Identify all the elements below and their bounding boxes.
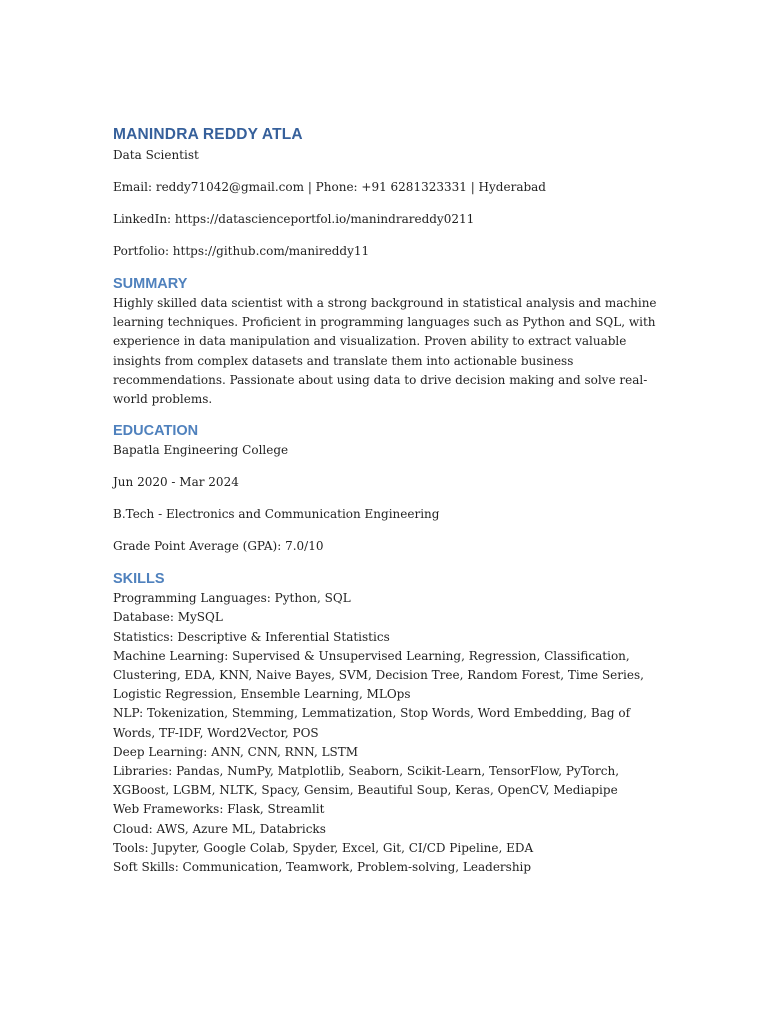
education-college: Bapatla Engineering College: [113, 443, 289, 458]
summary-heading: SUMMARY: [113, 276, 188, 292]
summary-text: Highly skilled data scientist with a strong background in statistical analysis and machine learning techniques. Proficient in programming languages such as Python and SQL, with experience in data manipulation and visualization. Proven ability to extract valuable insights from complex datasets and translate them into actionable business recommendations. Passionate about using data to drive decision making and solve real-world problems.: [113, 296, 657, 407]
skill-item: Web Frameworks: Flask, Streamlit: [113, 802, 325, 817]
candidate-name: MANINDRA REDDY ATLA: [113, 126, 303, 143]
skill-item: Statistics: Descriptive & Inferential Statistics: [113, 629, 390, 644]
skill-item: Deep Learning: ANN, CNN, RNN, LSTM: [113, 744, 359, 759]
job-title: Data Scientist: [113, 148, 199, 162]
skills-list: [113, 589, 663, 877]
portfolio-line: Portfolio: https://github.com/manireddy11: [113, 244, 370, 258]
skill-item: Cloud: AWS, Azure ML, Databricks: [113, 821, 326, 836]
education-degree: B.Tech - Electronics and Communication Engineering: [113, 507, 440, 522]
linkedin-line: LinkedIn: https://datascienceportfol.io/manindrareddy0211: [113, 212, 475, 226]
education-gpa: Grade Point Average (GPA): 7.0/10: [113, 539, 324, 554]
skill-item: NLP: Tokenization, Stemming, Lemmatization, Stop Words, Word Embedding, Bag of Words, TF-IDF, Word2Vector, POS: [113, 706, 631, 740]
skill-item: Machine Learning: Supervised & Unsupervised Learning, Regression, Classification, Clustering, EDA, KNN, Naive Bayes, SVM, Decision Tree, Random Forest, Time Series, Logistic Regression, Ensemble Learning, MLOps: [113, 648, 644, 702]
skill-item: Libraries: Pandas, NumPy, Matplotlib, Seaborn, Scikit-Learn, TensorFlow, PyTorch, XGBoost, LGBM, NLTK, Spacy, Gensim, Beautiful Soup, Keras, OpenCV, Mediapipe: [113, 764, 620, 798]
skill-item: Programming Languages: Python, SQL: [113, 591, 351, 606]
skills-heading: SKILLS: [113, 571, 165, 588]
skill-item: Tools: Jupyter, Google Colab, Spyder, Excel, Git, CI/CD Pipeline, EDA: [113, 840, 534, 855]
resume-page: [113, 124, 663, 877]
skill-item: Database: MySQL: [113, 610, 223, 625]
skill-item: Soft Skills: Communication, Teamwork, Problem-solving, Leadership: [113, 860, 532, 875]
education-dates: Jun 2020 - Mar 2024: [113, 475, 239, 490]
contact-line: Email: reddy71042@gmail.com | Phone: +91 6281323331 | Hyderabad: [113, 180, 546, 194]
education-heading: EDUCATION: [113, 423, 199, 440]
